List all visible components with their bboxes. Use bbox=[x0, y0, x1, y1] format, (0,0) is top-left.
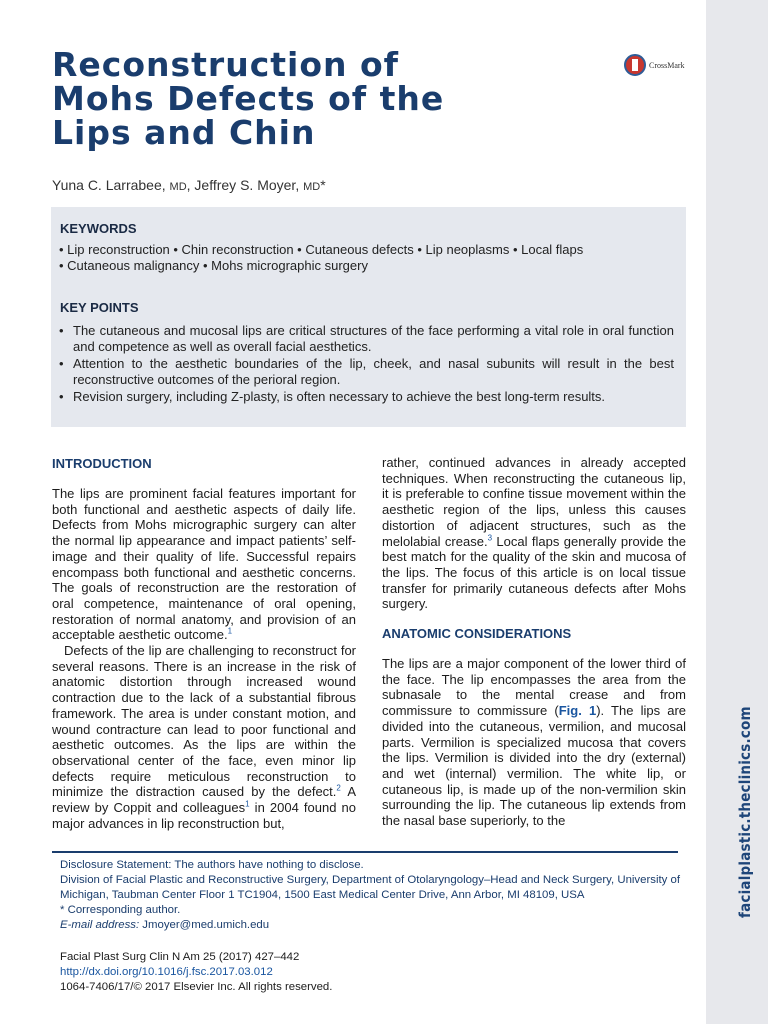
paragraph-text: The lips are a major component of the lower third of the face. The lip encompasses the area from the subnasale to the mental crease and from commissure to commissure ( bbox=[382, 656, 686, 719]
email-label: E-mail address: bbox=[60, 919, 140, 931]
reference-link[interactable]: 2 bbox=[336, 784, 341, 794]
figure-link[interactable]: Fig. 1 bbox=[558, 703, 597, 719]
title-line-3: Lips and Chin bbox=[52, 113, 316, 152]
crossmark-icon bbox=[624, 54, 646, 76]
crossmark-label: CrossMark bbox=[649, 61, 685, 70]
corresponding-author-note: * Corresponding author. bbox=[60, 904, 181, 916]
paragraph-text: rather, continued advances in already accepted techniques. When reconstructing the cutaneous lip, it is preferable to confine tissue movement within the aesthetic region of the lips, unless this causes distortion of adjacent structures, such as the melolabial crease. bbox=[382, 455, 686, 549]
keywords-heading: KEYWORDS bbox=[60, 221, 137, 236]
email-line bbox=[60, 918, 686, 933]
section-heading-anatomic-considerations: ANATOMIC CONSIDERATIONS bbox=[382, 626, 572, 642]
author-1-degree: MD bbox=[169, 181, 187, 193]
keypoint-item: • Attention to the aesthetic boundaries of the lip, cheek, and nasal subunits will result in the best reconstructive outcomes of the perioral region. bbox=[59, 356, 674, 388]
paragraph-text: A review by Coppit and colleagues bbox=[52, 784, 356, 816]
copyright-line: 1064-7406/17/© 2017 Elsevier Inc. All rights reserved. bbox=[60, 981, 333, 993]
intro-continued-paragraph bbox=[382, 455, 686, 612]
author-line bbox=[52, 177, 326, 193]
keypoints-heading: KEY POINTS bbox=[60, 300, 139, 315]
author-1-name: Yuna C. Larrabee, bbox=[52, 177, 170, 193]
reference-link[interactable]: 1 bbox=[245, 799, 250, 809]
paragraph-text: ). The lips are divided into the cutaneous, vermilion, and mucosal parts. Vermilion is specialized mucosa that covers the lips. Vermilion is divided into the dry (external) and wet (internal) vermilion. The white lip, or cutaneous lip, is made up of the non-vermilion skin surrounding the lip. The cutaneous lip extends from the nasal base superiorly, to the bbox=[382, 703, 687, 829]
doi-link[interactable]: http://dx.doi.org/10.1016/j.fsc.2017.03.012 bbox=[60, 966, 273, 978]
right-column bbox=[382, 455, 686, 829]
reference-link[interactable]: 3 bbox=[487, 533, 493, 543]
keypoints-list bbox=[59, 323, 674, 406]
paragraph-text: Defects of the lip are challenging to reconstruct for several reasons. There is an increase in the risk of anatomic distortion through increased wound contraction due to the lack of a substantial fibrous framework. The area is under constant motion, and wound contracture can lead to poor functional and aesthetic outcomes. As the lips are within the observational center of the face, even minor lip defects require meticulous reconstruction to minimize the distraction caused by the defect. bbox=[52, 643, 356, 800]
paragraph-text: in 2004 found no major advances in lip reconstruction but, bbox=[52, 800, 357, 831]
corresponding-star: * bbox=[320, 177, 326, 193]
keywords-line-1: • Lip reconstruction • Chin reconstruction • Cutaneous defects • Lip neoplasms • Local flaps bbox=[59, 242, 584, 257]
author-separator: , bbox=[186, 177, 195, 193]
keywords-keypoints-box bbox=[51, 207, 686, 427]
footnotes bbox=[60, 858, 686, 933]
paragraph-text: The lips are prominent facial features important for both functional and aesthetic aspects of daily life. Defects from Mohs micrographic surgery can alter the normal lip appearance and impact patients’ self-image and their quality of life. Successful repairs encompass both functional and aesthetic concerns. The goals of reconstruction are the restoration of oral competence, maintenance of oral opening, restoration of normal anatomy, and provision of an acceptable aesthetic outcome. bbox=[52, 486, 356, 643]
keypoint-item: • Revision surgery, including Z-plasty, is often necessary to achieve the best long-term results. bbox=[59, 389, 674, 405]
section-heading-introduction: INTRODUCTION bbox=[52, 456, 152, 471]
email-address[interactable]: Jmoyer@med.umich.edu bbox=[139, 919, 270, 931]
title-line-2: Mohs Defects of the bbox=[52, 79, 445, 118]
article-title bbox=[52, 45, 612, 152]
anatomy-paragraph-1 bbox=[382, 656, 686, 829]
intro-paragraph-1 bbox=[52, 486, 356, 643]
author-2-name: Jeffrey S. Moyer, bbox=[194, 177, 304, 193]
keypoint-item: • The cutaneous and mucosal lips are critical structures of the face performing a vital role in oral function and competence as well as overall facial aesthetics. bbox=[59, 323, 674, 355]
disclosure-statement: Disclosure Statement: The authors have nothing to disclose. bbox=[60, 859, 364, 871]
journal-site-url[interactable]: facialplastic.theclinics.com bbox=[736, 706, 754, 918]
crossmark-badge[interactable] bbox=[624, 54, 696, 80]
keywords-line-2: • Cutaneous malignancy • Mohs micrographic surgery bbox=[59, 258, 368, 273]
reference-link[interactable]: 1 bbox=[227, 627, 233, 636]
journal-citation: Facial Plast Surg Clin N Am 25 (2017) 427–442 bbox=[60, 951, 300, 963]
footnote-divider bbox=[52, 851, 678, 853]
title-line-1: Reconstruction of bbox=[52, 45, 400, 84]
intro-paragraph-2 bbox=[52, 643, 356, 831]
left-column bbox=[52, 455, 356, 831]
author-2-degree: MD bbox=[303, 181, 321, 193]
citation-block bbox=[60, 950, 332, 995]
paragraph-text: Local flaps generally provide the best match for the quality of the skin and mucosa of the lips. The focus of this article is on local tissue transfer for primarily cutaneous defects after Mohs surgery. bbox=[382, 533, 686, 612]
affiliation: Division of Facial Plastic and Reconstructive Surgery, Department of Otolaryngology–Head and Neck Surgery, University of Michigan, Taubman Center Floor 1 TC1904, 1500 East Medical Center Drive, Ann Arbor, MI 48109, USA bbox=[60, 874, 681, 901]
